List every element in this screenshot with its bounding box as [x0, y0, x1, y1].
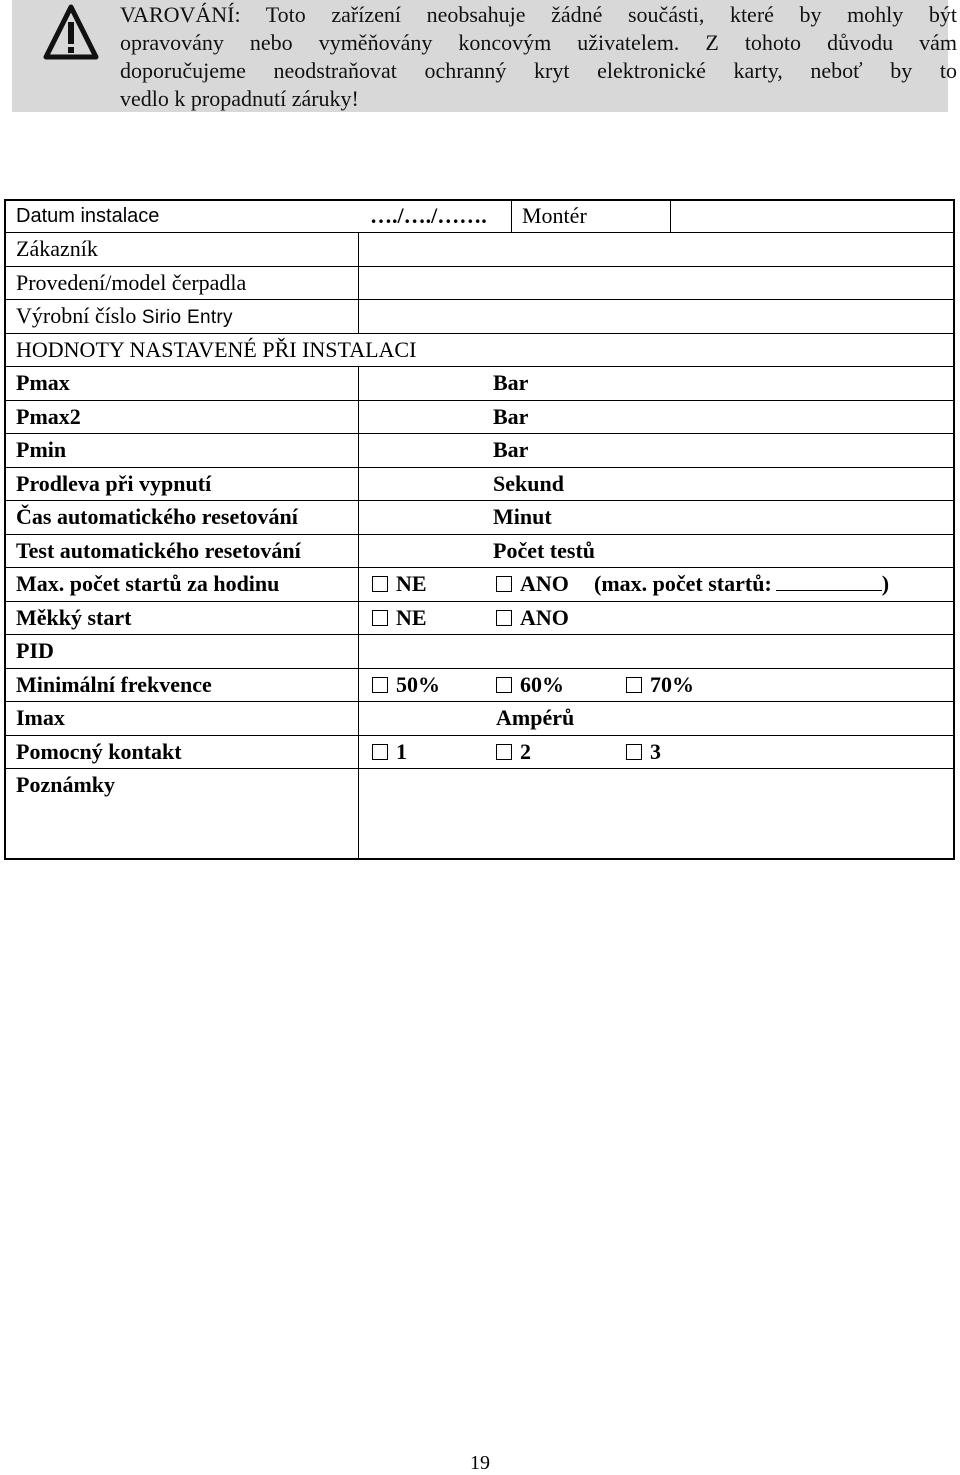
warning-box — [12, 0, 957, 112]
row-divider — [6, 299, 953, 300]
option-label: 70% — [650, 672, 694, 697]
row-divider — [6, 567, 953, 568]
serial-row — [16, 301, 233, 333]
option-label: 1 — [396, 739, 407, 764]
notes-field[interactable] — [366, 771, 946, 856]
reset-time-label: Čas automatického resetování — [16, 504, 298, 529]
datum-instalace-label: Datum instalace — [16, 205, 160, 227]
monter-field[interactable] — [676, 201, 946, 231]
checkbox-icon[interactable] — [496, 610, 512, 626]
row-divider — [6, 701, 953, 702]
max-starts-ano[interactable] — [496, 569, 569, 599]
max-starts-note-end: ) — [881, 571, 890, 596]
option-label: 3 — [650, 739, 661, 764]
checkbox-icon[interactable] — [372, 744, 388, 760]
checkbox-icon[interactable] — [496, 576, 512, 592]
min-freq-label: Minimální frekvence — [16, 672, 212, 697]
row-divider — [6, 668, 953, 669]
checkbox-icon[interactable] — [496, 744, 512, 760]
notes-label: Poznámky — [16, 772, 115, 797]
checkbox-icon[interactable] — [626, 744, 642, 760]
pid-field[interactable] — [366, 636, 946, 666]
row-divider — [6, 634, 953, 635]
section-title: HODNOTY NASTAVENÉ PŘI INSTALACI — [16, 337, 417, 362]
page-number: 19 — [470, 1452, 490, 1474]
soft-start-ne[interactable] — [372, 603, 427, 633]
aux-contact-2[interactable] — [496, 737, 531, 767]
warning-line-1: VAROVÁNÍ: Toto zařízení neobsahuje žádné součásti, které by mohly být — [120, 2, 957, 27]
model-field[interactable] — [366, 268, 946, 298]
warning-text — [120, 1, 957, 113]
option-label: 2 — [520, 739, 531, 764]
row-divider — [6, 232, 953, 233]
column-divider — [670, 201, 671, 232]
checkbox-icon[interactable] — [372, 610, 388, 626]
max-starts-label: Max. počet startů za hodinu — [16, 571, 280, 596]
warning-triangle-icon — [42, 2, 100, 62]
max-starts-note — [594, 569, 889, 599]
soft-start-label: Měkký start — [16, 605, 132, 630]
row-divider — [6, 366, 953, 367]
zakaznik-field[interactable] — [366, 234, 946, 264]
row-divider — [6, 735, 953, 736]
option-label: NE — [396, 571, 427, 596]
option-label: ANO — [520, 571, 569, 596]
max-starts-note-text: (max. počet startů: — [594, 571, 772, 596]
aux-contact-3[interactable] — [626, 737, 661, 767]
aux-contact-label: Pomocný kontakt — [16, 739, 182, 764]
row-divider — [6, 467, 953, 468]
row-divider — [6, 768, 953, 769]
max-starts-blank[interactable] — [776, 572, 882, 591]
prodleva-label: Prodleva při vypnutí — [16, 471, 212, 496]
option-label: ANO — [520, 605, 569, 630]
checkbox-icon[interactable] — [496, 677, 512, 693]
imax-unit: Ampérů — [496, 705, 575, 730]
max-starts-ne[interactable] — [372, 569, 427, 599]
pmax-label: Pmax — [16, 370, 70, 395]
pmax2-unit: Bar — [493, 404, 529, 429]
row-divider — [6, 433, 953, 434]
pid-label: PID — [16, 638, 54, 663]
checkbox-icon[interactable] — [372, 677, 388, 693]
min-freq-50[interactable] — [372, 670, 440, 700]
option-label: 50% — [396, 672, 440, 697]
option-label: NE — [396, 605, 427, 630]
column-divider — [511, 201, 512, 232]
row-divider — [6, 400, 953, 401]
pmax-unit: Bar — [493, 370, 529, 395]
zakaznik-label: Zákazník — [16, 236, 98, 261]
monter-label: Montér — [522, 203, 587, 228]
warning-line-2: opravovány nebo vyměňovány koncovým uživatelem. Z tohoto důvodu vám — [120, 30, 957, 55]
prodleva-unit: Sekund — [493, 471, 564, 496]
pmin-unit: Bar — [493, 437, 529, 462]
aux-contact-1[interactable] — [372, 737, 407, 767]
column-divider — [358, 232, 359, 333]
option-label: 60% — [520, 672, 564, 697]
row-divider — [6, 500, 953, 501]
reset-test-label: Test automatického resetování — [16, 538, 301, 563]
min-freq-60[interactable] — [496, 670, 564, 700]
imax-label: Imax — [16, 705, 65, 730]
row-divider — [6, 266, 953, 267]
warning-line-3: doporučujeme neodstraňovat ochranný kryt elektronické karty, neboť by to — [120, 58, 957, 83]
min-freq-70[interactable] — [626, 670, 694, 700]
column-divider — [358, 366, 359, 860]
reset-time-unit: Minut — [493, 504, 552, 529]
reset-test-unit: Počet testů — [493, 538, 596, 563]
datum-instalace-value[interactable]: …./…./……. — [370, 203, 487, 228]
checkbox-icon[interactable] — [372, 576, 388, 592]
model-label: Provedení/model čerpadla — [16, 270, 247, 295]
serial-label: Výrobní číslo — [16, 303, 137, 328]
serial-value: Sirio Entry — [141, 307, 233, 328]
row-divider — [6, 333, 953, 334]
row-divider — [6, 534, 953, 535]
checkbox-icon[interactable] — [626, 677, 642, 693]
soft-start-ano[interactable] — [496, 603, 569, 633]
warning-line-4: vedlo k propadnutí záruky! — [120, 86, 359, 111]
pmin-label: Pmin — [16, 437, 67, 462]
pmax2-label: Pmax2 — [16, 404, 81, 429]
row-divider — [6, 601, 953, 602]
installation-form — [4, 199, 955, 860]
